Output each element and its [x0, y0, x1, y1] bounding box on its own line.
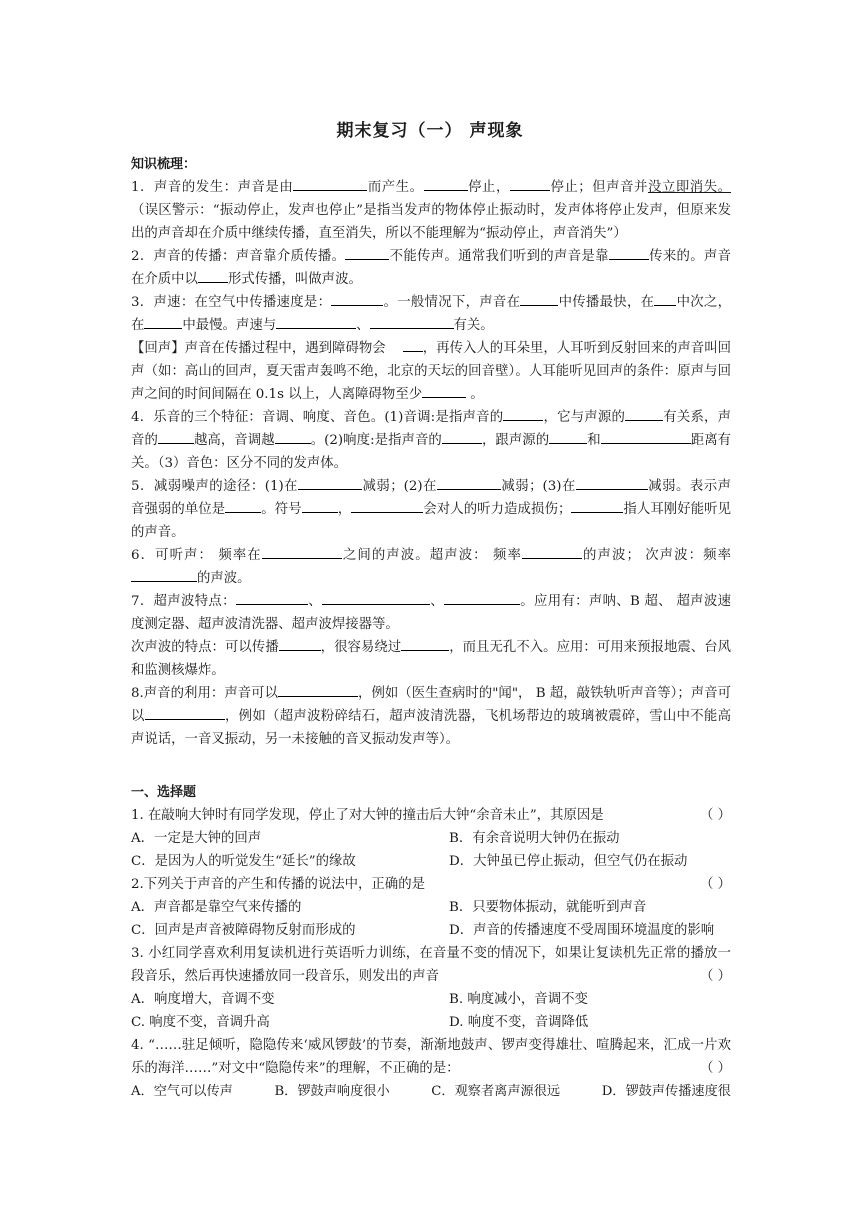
page-title: 期末复习（一） 声现象 — [336, 121, 524, 141]
blank — [522, 544, 582, 559]
option-d: D．大钟虽已停止振动，但空气仍在振动 — [449, 854, 688, 869]
blank — [520, 291, 558, 306]
blank — [403, 337, 423, 352]
knowledge-item-3: 3．声速：在空气中传播速度是： 。一般情况下，声音在 中传播最快，在 中次之，在 中最慢。声速与 、 有关。 — [131, 291, 731, 337]
knowledge-item-1: 1．声音的发生：声音是由 而产生。 停止， 停止；但声音并没立即消失。（误区警示：“振动停止，发声也停止”是指当发声的物体停止振动时，发声体将停止发声，但原来发出的声音却在介质中继续传播，直至消失，所以不能理解为“振动停止，声音消失”） — [131, 176, 731, 245]
blank — [576, 475, 648, 490]
blank — [298, 475, 362, 490]
choice-heading: 一、选择题 — [131, 785, 197, 800]
option-b: B. 响度减小，音调不变 — [449, 992, 588, 1007]
blank — [225, 498, 261, 513]
blank — [322, 590, 430, 605]
option-d: D．声音的传播速度不受周围环境温度的影响 — [449, 923, 715, 938]
option-c: C. 响度不变，音调升高 — [131, 1015, 270, 1030]
blank — [422, 383, 466, 398]
blank — [444, 590, 520, 605]
blank — [158, 429, 194, 444]
question-1-options-2 — [131, 850, 731, 873]
blank — [510, 176, 550, 191]
knowledge-heading: 知识梳理： — [131, 157, 197, 172]
blank — [437, 475, 501, 490]
blank — [549, 429, 587, 444]
blank — [625, 406, 663, 421]
knowledge-item-6: 6．可听声： 频率在 之间的声波。超声波： 频率 的声波； 次声波：频率的声波。 — [131, 544, 731, 590]
blank — [279, 636, 321, 651]
knowledge-item-7: 7．超声波特点： 、 、 。应用有：声呐、B 超、 超声波速度测定器、超声波清洗器、超声波焊接器等。 — [131, 590, 731, 636]
blank — [503, 406, 543, 421]
blank — [131, 567, 197, 582]
answer-paren: （ ） — [699, 1061, 731, 1076]
blank — [293, 176, 367, 191]
blank — [331, 291, 383, 306]
blank — [401, 636, 449, 651]
blank — [351, 498, 423, 513]
option-a: A．声音都是靠空气来传播的 — [131, 900, 302, 915]
answer-paren: （ ） — [699, 969, 731, 984]
option-b: B．只要物体振动，就能听到声音 — [449, 900, 647, 915]
question-3: 3. 小红同学喜欢利用复读机进行英语听力训练，在音量不变的情况下，如果让复读机先正常的播放一段音乐，然后再快速播放同一段音乐，则发出的声音 （ ） — [131, 942, 731, 988]
knowledge-item-5: 5．减弱噪声的途径：(1)在 减弱；(2)在 减弱；(3)在 减弱。表示声音强弱的单位是 。符号 ， 会对人的听力造成损伤； 指人耳刚好能听见的声音。 — [131, 475, 731, 544]
question-3-options-2 — [131, 1011, 731, 1034]
answer-paren: （ ） — [699, 808, 731, 823]
blank — [145, 705, 225, 720]
blank — [236, 590, 308, 605]
knowledge-item-2: 2．声音的传播：声音靠介质传播。 不能传声。通常我们听到的声音是靠 传来的。声音在介质中以 形式传播，叫做声波。 — [131, 245, 731, 291]
blank — [609, 245, 649, 260]
option-c: C．是因为人的听觉发生“延长”的缘故 — [131, 854, 356, 869]
option-a: A．响度增大，音调不变 — [131, 992, 275, 1007]
blank — [262, 544, 342, 559]
question-3-options — [131, 988, 731, 1011]
blank — [654, 291, 676, 306]
blank — [276, 314, 356, 329]
option-b: B．锣鼓声响度很小 — [274, 1084, 390, 1099]
blank — [345, 245, 389, 260]
option-d: D．锣鼓声传播速度很 — [601, 1084, 731, 1099]
knowledge-item-7-infrasound: 次声波的特点：可以传播 ，很容易绕过 ，而且无孔不入。应用：可用来预报地震、台风和监测核爆炸。 — [131, 636, 731, 682]
question-1-options — [131, 827, 731, 850]
blank — [144, 314, 182, 329]
question-4: 4. “……驻足倾听，隐隐传来‘威风锣鼓’的节奏，渐渐地鼓声、锣声变得雄壮、喧腾起来，汇成一片欢乐的海洋……”对文中“隐隐传来”的理解，不正确的是： （ ） — [131, 1034, 731, 1080]
blank — [302, 498, 338, 513]
knowledge-echo: 【回声】声音在传播过程中，遇到障碍物会 ，再传入人的耳朵里，人耳听到反射回来的声音叫回声（如：高山的回声，夏天雷声轰鸣不绝，北京的天坛的回音壁）。人耳能听见回声的条件：原声与回声之间的时间间隔在 0.1s 以上，人离障碍物至少 。 — [131, 337, 731, 406]
question-2-options-2 — [131, 919, 731, 942]
blank — [275, 429, 311, 444]
answer-paren: （ ） — [699, 877, 731, 892]
knowledge-item-8: 8.声音的利用：声音可以 ，例如（医生查病时的"闻"， B 超，敲铁轨听声音等）；声音可以 ，例如（超声波粉碎结石，超声波清洗器，飞机场帮边的玻璃被震碎，雪山中不能高声说话，一音叉振动，另一未接触的音叉振动发声等）。 — [131, 682, 731, 751]
blank — [571, 498, 623, 513]
blank — [370, 314, 454, 329]
knowledge-item-4: 4．乐音的三个特征：音调、响度、音色。(1)音调:是指声音的 ，它与声源的 有关系，声音的 越高，音调越 。(2)响度:是指声音的 ，跟声源的 和 距离有关。（3）音色：区分不同的发声体。 — [131, 406, 731, 475]
option-a: A．空气可以传声 — [131, 1084, 233, 1099]
blank — [601, 429, 691, 444]
option-a: A．一定是大钟的回声 — [131, 831, 262, 846]
question-1: 1. 在敲响大钟时有同学发现，停止了对大钟的撞击后大钟“余音未止”，其原因是 （ ） — [131, 804, 731, 827]
blank — [442, 429, 482, 444]
option-c: C．回声是声音被障碍物反射而形成的 — [131, 923, 356, 938]
document-body — [131, 153, 731, 1103]
blank — [278, 682, 358, 697]
question-2-options — [131, 896, 731, 919]
question-2: 2.下列关于声音的产生和传播的说法中，正确的是 （ ） — [131, 873, 731, 896]
option-c: C．观察者离声源很远 — [431, 1084, 561, 1099]
blank — [198, 268, 228, 283]
option-d: D. 响度不变，音调降低 — [449, 1015, 589, 1030]
blank — [424, 176, 468, 191]
question-4-options — [131, 1080, 731, 1103]
option-b: B．有余音说明大钟仍在振动 — [449, 831, 620, 846]
